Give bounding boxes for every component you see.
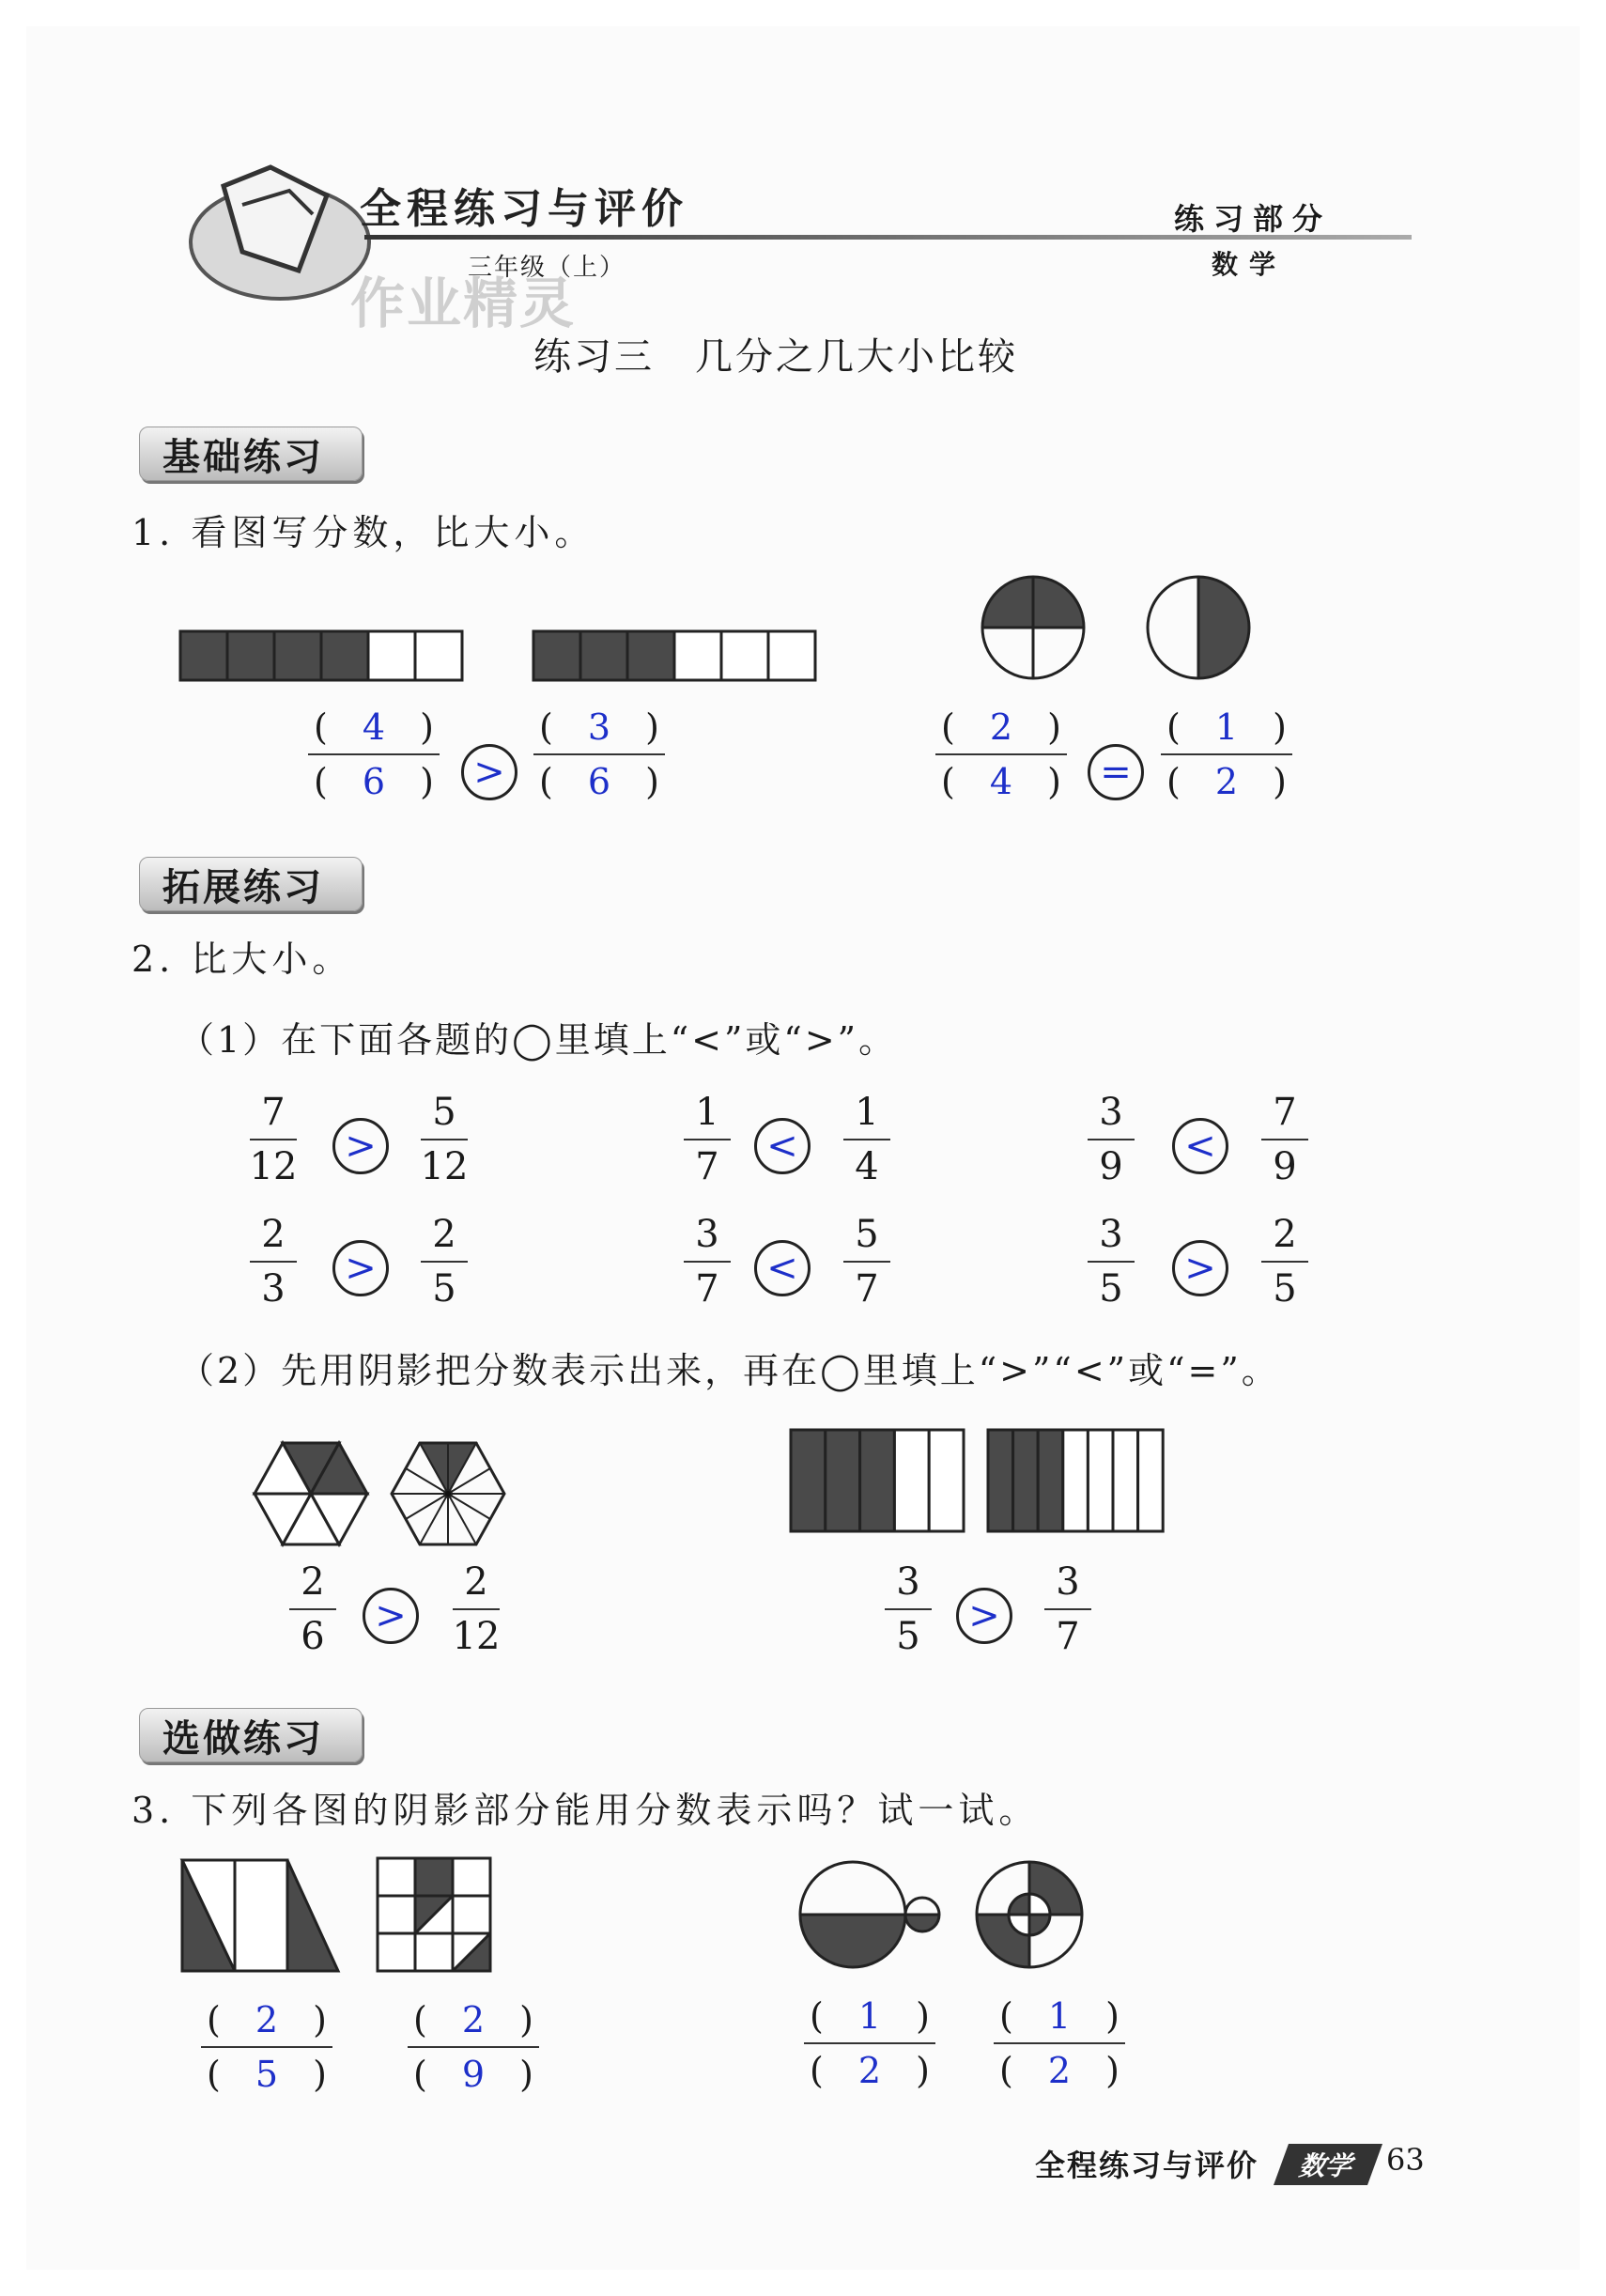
fraction: 5 7	[834, 1212, 900, 1311]
q1-answer-num[interactable]: 3	[587, 706, 611, 748]
lesson-title: 练习三 几分之几大小比较	[533, 335, 1018, 379]
compare-circle[interactable]: >	[1172, 1240, 1228, 1296]
compare-circle[interactable]: <	[1172, 1118, 1228, 1174]
q3-grid	[376, 1856, 492, 1973]
page-number: 63	[1386, 2142, 1425, 2178]
q1-fraction-1: ( 4 ) ( 6 )	[308, 703, 440, 806]
rect-fifths	[789, 1428, 965, 1533]
section-basic: 基础练习	[139, 427, 363, 481]
hexagon-sixths	[250, 1439, 372, 1548]
q1-bar-left	[178, 629, 470, 684]
section-extend: 拓展练习	[139, 857, 363, 911]
fraction: 3 7	[674, 1212, 740, 1311]
compare-circle[interactable]: <	[754, 1118, 811, 1174]
fraction: 5 12	[420, 1091, 469, 1188]
q2-text: 2. 比大小。	[131, 939, 353, 980]
q1-compare-circle-2[interactable]: =	[1088, 744, 1144, 800]
q1-fraction-3: ( 2 ) ( 4 )	[935, 703, 1067, 806]
header-title: 全程练习与评价	[360, 185, 688, 233]
rect-sevenths	[986, 1428, 1165, 1533]
q3-answer-num[interactable]: 1	[857, 1995, 882, 2037]
q1-circle-quarters	[977, 571, 1089, 684]
q1-circle-halves	[1142, 571, 1255, 684]
q3-fraction-3: ( 1 ) ( 2 )	[804, 1992, 935, 2095]
q3-answer-den[interactable]: 2	[857, 2050, 882, 2091]
q2-part2-text: （2）先用阴影把分数表示出来，再在◯里填上“>”“<”或“=”。	[178, 1350, 1280, 1391]
q3-answer-den[interactable]: 9	[461, 2054, 486, 2095]
fraction: 3 5	[1078, 1212, 1144, 1311]
q1-bar-right	[532, 629, 823, 684]
fraction: 7 9	[1252, 1090, 1318, 1189]
fraction: 2 6	[280, 1559, 346, 1659]
q1-fraction-2: ( 3 ) ( 6 )	[533, 703, 665, 806]
fraction: 2 3	[240, 1212, 306, 1311]
q3-circle-with-small	[795, 1856, 947, 1973]
q1-answer-num[interactable]: 1	[1214, 706, 1239, 748]
header-grade: 三年级（上）	[468, 254, 626, 282]
q3-fraction-1: ( 2 ) ( 5 )	[201, 1995, 332, 2099]
q3-fraction-4: ( 1 ) ( 2 )	[994, 1992, 1125, 2095]
q1-answer-den[interactable]: 2	[1214, 761, 1239, 802]
q3-answer-den[interactable]: 5	[255, 2054, 279, 2095]
fraction: 2 12	[452, 1560, 501, 1658]
q1-answer-den[interactable]: 4	[989, 761, 1013, 802]
q3-answer-num[interactable]: 2	[255, 1999, 279, 2040]
section-optional: 选做练习	[139, 1708, 363, 1762]
watermark: 作业精灵	[350, 271, 577, 335]
q1-answer-den[interactable]: 6	[362, 761, 386, 802]
q3-trapezoid	[178, 1856, 342, 1975]
q1-answer-den[interactable]: 6	[587, 761, 611, 802]
q3-ring-circle	[971, 1856, 1088, 1973]
compare-circle[interactable]: >	[332, 1118, 389, 1174]
compare-circle[interactable]: <	[754, 1240, 811, 1296]
q3-answer-num[interactable]: 1	[1047, 1995, 1072, 2037]
page	[26, 26, 1580, 2270]
q1-compare-circle-1[interactable]: >	[461, 744, 517, 800]
compare-circle[interactable]: >	[332, 1240, 389, 1296]
header-part: 练习部分	[1174, 201, 1333, 237]
q1-text: 1. 看图写分数，比大小。	[131, 512, 595, 553]
q3-text: 3. 下列各图的阴影部分能用分数表示吗？试一试。	[131, 1790, 1040, 1831]
footer-title: 全程练习与评价	[1035, 2148, 1259, 2183]
fraction: 2 5	[411, 1212, 477, 1311]
fraction: 3 9	[1078, 1090, 1144, 1189]
fraction: 3 5	[875, 1559, 941, 1659]
fraction: 3 7	[1035, 1559, 1101, 1659]
hexagon-twelfths	[387, 1439, 509, 1548]
fraction: 2 5	[1252, 1212, 1318, 1311]
fraction: 7 12	[249, 1091, 298, 1188]
compare-circle[interactable]: >	[956, 1588, 1012, 1644]
book-logo-icon	[186, 148, 374, 308]
q2-part1-text: （1）在下面各题的◯里填上“<”或“>”。	[178, 1019, 898, 1061]
header-subject: 数学	[1212, 249, 1288, 280]
q3-answer-num[interactable]: 2	[461, 1999, 486, 2040]
q1-fraction-4: ( 1 ) ( 2 )	[1161, 703, 1292, 806]
q1-answer-num[interactable]: 4	[362, 706, 386, 748]
fraction: 1 7	[674, 1090, 740, 1189]
q1-answer-num[interactable]: 2	[989, 706, 1013, 748]
q3-fraction-2: ( 2 ) ( 9 )	[408, 1995, 539, 2099]
q3-answer-den[interactable]: 2	[1047, 2050, 1072, 2091]
compare-circle[interactable]: >	[363, 1588, 419, 1644]
fraction: 1 4	[834, 1090, 900, 1189]
footer-subject-badge: 数学	[1274, 2144, 1382, 2185]
